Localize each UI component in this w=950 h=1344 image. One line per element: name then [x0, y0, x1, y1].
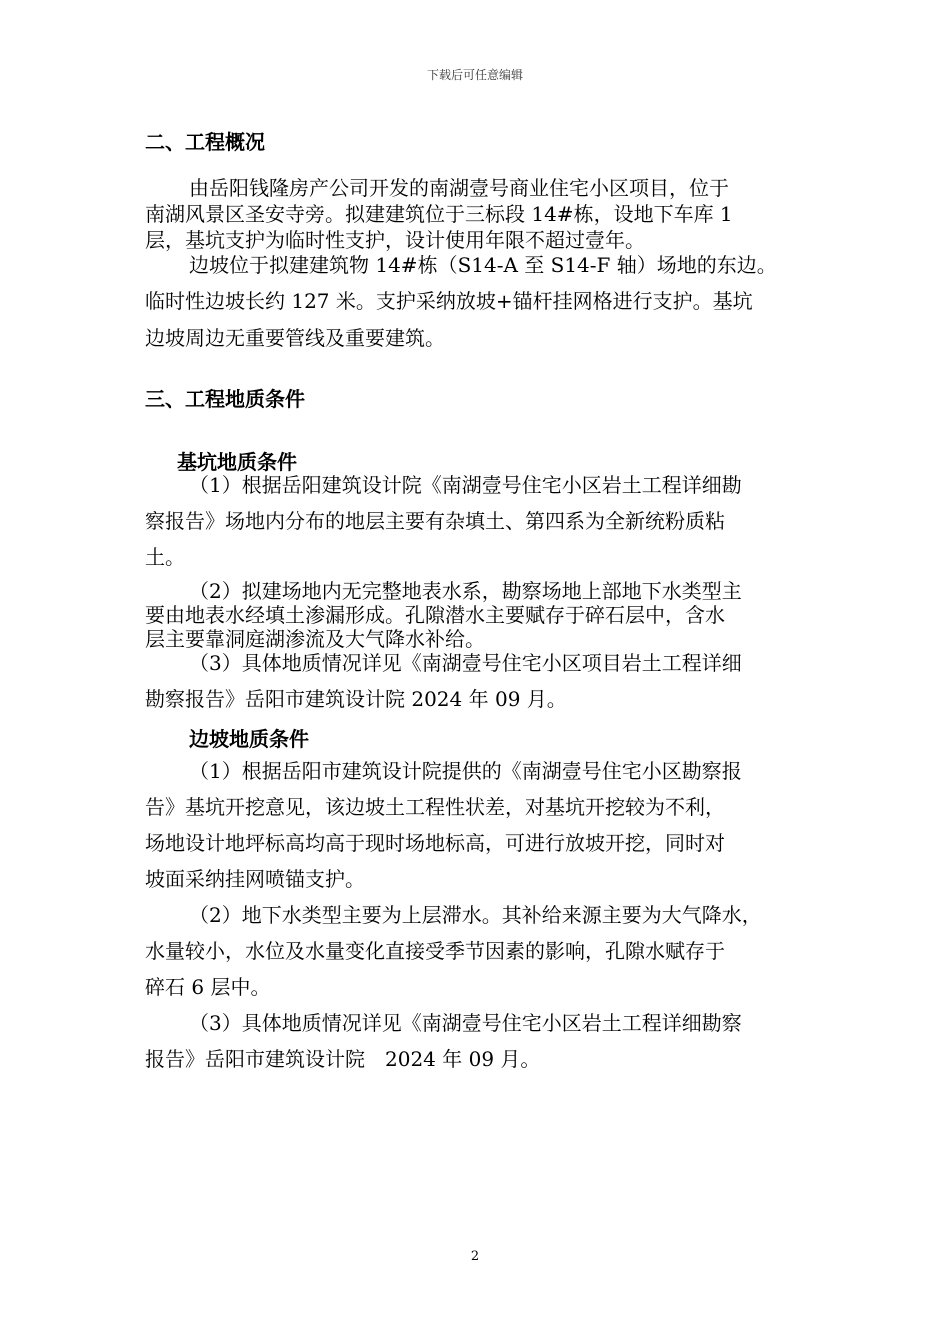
paragraph-line: 土。 [145, 545, 185, 569]
paragraph-line: （2）拟建场地内无完整地表水系，勘察场地上部地下水类型主 [189, 579, 742, 603]
page-number: 2 [470, 1249, 480, 1264]
paragraph-line: 场地设计地坪标高均高于现时场地标高，可进行放坡开挖，同时对 [145, 831, 725, 855]
paragraph-line: 由岳阳钱隆房产公司开发的南湖壹号商业住宅小区项目，位于 [189, 176, 729, 200]
paragraph-line: （3）具体地质情况详见《南湖壹号住宅小区项目岩土工程详细 [189, 651, 742, 675]
paragraph-line: 层主要靠洞庭湖渗流及大气降水补给。 [145, 627, 485, 651]
paragraph-line: 坡面采纳挂网喷锚支护。 [145, 867, 365, 891]
paragraph-line: 勘察报告》岳阳市建筑设计院 2024 年 09 月。 [145, 687, 567, 711]
paragraph-line: 碎石 6 层中。 [145, 975, 271, 999]
paragraph-line: （1）根据岳阳建筑设计院《南湖壹号住宅小区岩土工程详细勘 [189, 473, 742, 497]
page-header: 下载后可任意编辑 [426, 68, 523, 82]
section-title-geology: 三、工程地质条件 [145, 387, 305, 411]
paragraph-line: 层，基坑支护为临时性支护，设计使用年限不超过壹年。 [145, 228, 645, 252]
paragraph-line: 边坡位于拟建建筑物 14#栋（S14-A 至 S14-F 轴）场地的东边。 [189, 253, 777, 277]
paragraph-line: 要由地表水经填土渗漏形成。孔隙潜水主要赋存于碎石层中，含水 [145, 603, 725, 627]
subsection-title-slope: 边坡地质条件 [189, 727, 309, 751]
paragraph-line: 临时性边坡长约 127 米。支护采纳放坡+锚杆挂网格进行支护。基坑 [145, 289, 753, 313]
paragraph-line: 报告》岳阳市建筑设计院 2024 年 09 月。 [145, 1047, 541, 1071]
section-title-overview: 二、工程概况 [145, 130, 265, 154]
paragraph-line: （2）地下水类型主要为上层滞水。其补给来源主要为大气降水， [189, 903, 762, 927]
paragraph-line: 水量较小，水位及水量变化直接受季节因素的影响，孔隙水赋存于 [145, 939, 725, 963]
paragraph-line: 告》基坑开挖意见，该边坡土工程性状差，对基坑开挖较为不利， [145, 795, 725, 819]
paragraph-line: 察报告》场地内分布的地层主要有杂填土、第四系为全新统粉质粘 [145, 509, 725, 533]
subsection-title-pit: 基坑地质条件 [177, 450, 297, 474]
paragraph-line: （1）根据岳阳市建筑设计院提供的《南湖壹号住宅小区勘察报 [189, 759, 742, 783]
paragraph-line: 边坡周边无重要管线及重要建筑。 [145, 326, 445, 350]
paragraph-line: 南湖风景区圣安寺旁。拟建建筑位于三标段 14#栋，设地下车库 1 [145, 202, 733, 226]
paragraph-line: （3）具体地质情况详见《南湖壹号住宅小区岩土工程详细勘察 [189, 1011, 742, 1035]
